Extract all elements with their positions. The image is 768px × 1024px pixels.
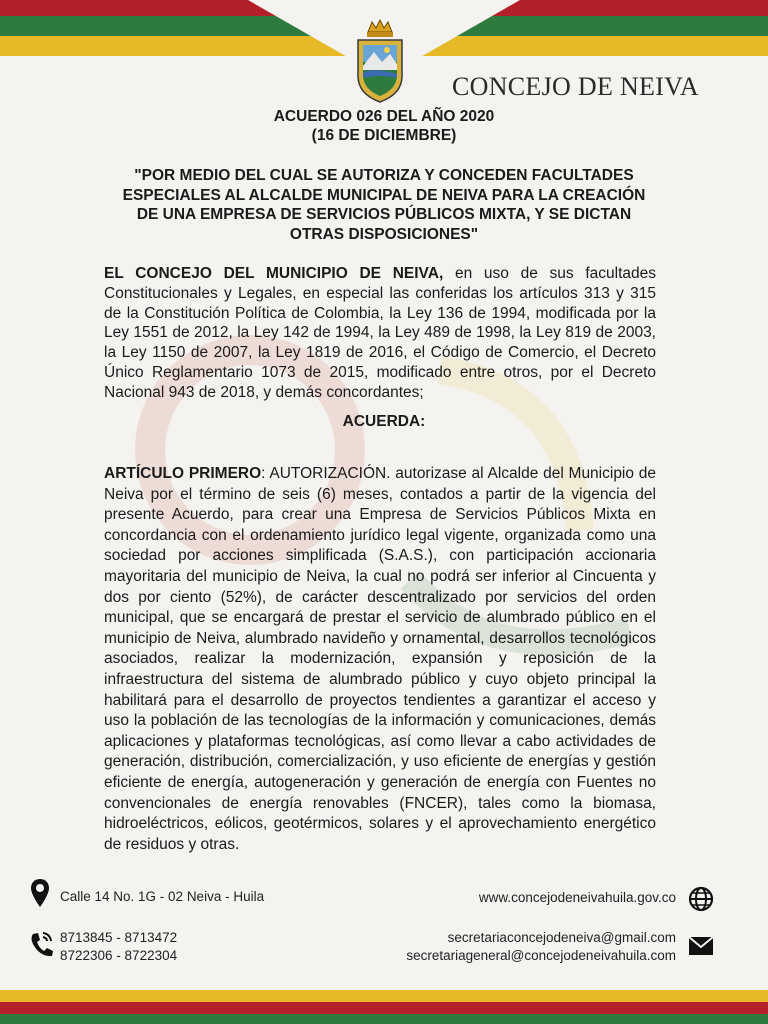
preamble-lead: EL CONCEJO DEL MUNICIPIO DE NEIVA,	[104, 265, 444, 282]
globe-icon	[688, 886, 714, 912]
article-lead: ARTÍCULO PRIMERO	[104, 465, 262, 482]
preamble-paragraph	[104, 264, 656, 403]
footer-stripe-green	[0, 1014, 768, 1024]
phone-icon	[28, 930, 54, 958]
location-pin-icon	[30, 878, 50, 908]
agreement-title: "POR MEDIO DEL CUAL SE AUTORIZA Y CONCEDEN FACULTADES ESPECIALES AL ALCALDE MUNICIPAL DE NEIVA PARA LA CREACIÓN DE UNA EMPRESA DE SERVICIOS PÚBLICOS MIXTA, Y SE DICTAN OTRAS DISPOSICIONES"	[122, 167, 646, 243]
envelope-icon	[688, 936, 714, 956]
coat-of-arms-logo	[354, 18, 406, 104]
article-first-paragraph	[104, 464, 656, 855]
acuerda-heading: ACUERDA:	[342, 413, 426, 430]
brand-name: CONCEJO DE NEIVA	[452, 72, 699, 101]
article-body: : AUTORIZACIÓN. autorizase al Alcalde del Municipio de Neiva por el término de seis (6) meses, contados a partir de la vigencia del presente Acuerdo, para crear una Empresa de Servicios Públicos Mixta en concordancia con el ordenamiento jurídico legal vigente, organizada como una sociedad por acciones simplificada (S.A.S.), con participación accionaria mayoritaria del municipio de Neiva, la cual no podrá ser inferior al Cincuenta y dos por ciento (52%), de carácter descentralizado por servicios del orden municipal, que se encargará de prestar el servicio de alumbrado público en el municipio de Neiva, alumbrado navideño y ornamental, desarrollos tecnológicos asociados, realizar la modernización, expansión y reposición de la infraestructura del sistema de alumbrado público y cuyo objeto principal la habilitará para el desarrollo de proyectos tendientes a garantizar el acceso y uso la población de las tecnologías de la información y comunicaciones, demás aplicaciones y plataformas tecnológicas, así como llevar a cabo actividades de generación, distribución, comercialización, y uso eficiente de energías y gestión eficiente de energía, autogeneración y generación de energía con Fuentes no convencionales de energía renovables (FNCER), tales como la biomasa, hidroeléctricos, eólicos, geotérmicos, solares y el aprovechamiento energético de residuos y otras.	[104, 465, 656, 853]
footer-email-2[interactable]: secretariageneral@concejodeneivahuila.com	[406, 948, 676, 963]
footer-website-link[interactable]: www.concejodeneivahuila.gov.co	[478, 890, 676, 905]
preamble-body: en uso de sus facultades Constitucionales y Legales, en especial las conferidas los artículos 313 y 315 de la Constitución Política de Colombia, la Ley 136 de 1994, modificada por la Ley 1551 de 2012, la Ley 142 de 1994, la Ley 489 de 1998, la Ley 819 de 2003, la Ley 1150 de 2007, la Ley 1819 de 2016, el Código de Comercio, el Decreto Único Reglamentario 1073 de 2015, modificado entre otros, por el Decreto Nacional 943 de 2018, y demás concordantes;	[104, 265, 656, 401]
footer-stripe-red	[0, 1002, 768, 1014]
footer-phone-2: 8722306 - 8722304	[60, 948, 178, 963]
footer-stripe-yellow	[0, 990, 768, 1002]
footer-email-1[interactable]: secretariaconcejodeneiva@gmail.com	[447, 930, 676, 945]
agreement-date: (16 DE DICIEMBRE)	[311, 127, 457, 144]
agreement-number: ACUERDO 026 DEL AÑO 2020	[273, 108, 495, 125]
footer-phone-1: 8713845 - 8713472	[60, 930, 178, 945]
footer-address: Calle 14 No. 1G - 02 Neiva - Huila	[60, 889, 265, 904]
